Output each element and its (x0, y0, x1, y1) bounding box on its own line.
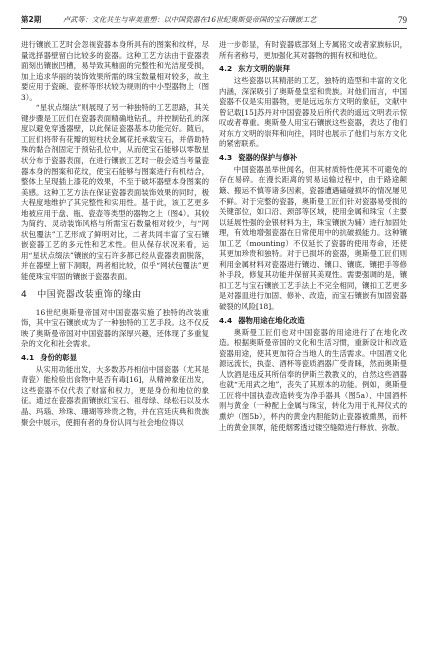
subsection-heading (21, 352, 209, 364)
issue-number: 第2期 (21, 15, 42, 24)
subsection-heading (219, 315, 407, 327)
section-number: 4 (21, 289, 28, 300)
subsection-title: 身份的彰显 (40, 352, 78, 362)
subsection-number: 4.4 (219, 315, 233, 325)
paragraph: “星状点缀法”则展现了另一种独特的工艺思路，其关键步骤是工匠们在瓷器表面精确地钻孔，并控制钻孔的深度以避免穿透器壁，以此保证瓷器基本功能完好。随后，工匠们将带有花瓣的短柱状金属花托承载宝石，并借助特殊的黏合剂固定于预钻孔位中，从而使宝石能够以零散星状分布于瓷器表面，在进行镶嵌工艺时一般会适当考量瓷器本身的图案和花纹，使宝石能够与图案进行有机结合，整体上呈现插上漆花的效果，不至于破坏器壁本身图案的美感。这种工艺方法在保证瓷器表面装饰效果的同时，极大程度地维护了其完整性和实用性。基于此，该工艺更多地被应用于盘、瓶、瓷壶等类型的器物之上（图4）。其较为简约、灵动装饰风格与所需宝石数量相对较少，与“网状包覆法”工艺形成了鲜明对比，二者共同丰富了宝石镶嵌瓷器工艺的多元性和艺术性。但从保存状况来看，运用“星状点缀法”镶嵌的宝石许多都已经从瓷器表面脱落，并在器壁上留下洞眼，两者相比较，似乎“网状包覆法”更能使珠宝牢固的镶嵌于瓷器表面。 (21, 103, 209, 282)
paragraph: 这些瓷器以其精湛的工艺，独特的造型和丰富的文化内涵，深深吸引了奥斯曼皇室和贵族。对他们而言，中国瓷器不仅是实用器物，更是远远东方文明的象征，文献中曾记载[15]苏丹对中国瓷器及后所代表的遥远文明表示惊叹或者尊重。奥斯曼人用宝石镶嵌这些瓷器，表达了他们对东方文明的崇拜和向往，同时也展示了他们与东方文化的紧密联系。 (219, 76, 407, 149)
subsection-title: 器物用途在地化改造 (238, 315, 305, 325)
right-column (219, 40, 407, 433)
subsection-title: 东方文明的崇拜 (238, 64, 290, 74)
page-number: 79 (398, 15, 407, 25)
subsection-number: 4.1 (21, 352, 35, 362)
subsection-number: 4.3 (219, 152, 233, 162)
running-title: 卢武等：文化共生与审美重塑：以中国瓷器在16世纪奥斯曼帝国的宝石镶嵌工艺 (63, 15, 317, 24)
paragraph: 进一步彰显，有时瓷器底部刻上专属铭文或者家族标识，所有者称号，更加强化其对器物的拥有权和地位。 (219, 40, 407, 60)
section-heading (21, 289, 209, 302)
subsection-heading (219, 63, 407, 75)
running-header (21, 12, 407, 29)
paragraph: 从实用功能出发，大多数苏丹相信中国瓷器（尤其是青瓷）能检验出食物中是否有毒[16]，从精神象征出发，这些瓷器不仅代表了财富和权力，更是身份和地位的象征。通过在瓷器表面镶嵌红宝石、祖母绿、绿松石以及水晶、玛瑙、珍珠、珊瑚等珍贵之物，并在宫廷庆典和贵族聚会中展示，使拥有者的身份认同与社会地位得以 (21, 364, 209, 427)
left-column (21, 40, 209, 428)
paragraph: 16世纪奥斯曼帝国对中国瓷器实施了独特的改装重饰，其中宝石镶嵌成为了一种独特的工艺手段。这不仅反映了奥斯曼帝国对中国瓷器的深厚兴趣，还体现了多重复杂的文化和社会需求。 (21, 307, 209, 349)
paragraph: 奥斯曼工匠们也对中国瓷器的用途进行了在地化改造。根据奥斯曼帝国的文化和生活习惯，重新设计和改造瓷器用途，使其更加符合当地人的生活需求。中国酒文化源远流长，执壶、酒杯等瓷质酒器广受青睐，然而奥斯曼人饮酒是违反其所信奉的伊斯兰教教义的，自然这些酒器也就“无用武之地”，丧失了其原本的功能。例如，奥斯曼工匠将中国执壶改造转变为净手器具（图5a）、中国酒杯则与黄金（一种配上金属与珠宝，转化为用于礼拜仪式的熏炉（图5b），杯内的黄金内胆能防止瓷器被熏黑，而杯上的黄金顶罩，能使烟雾透过镂空缝隙进行释放、弥散。 (219, 327, 407, 432)
section-title: 中国瓷器改装重饰的缘由 (37, 289, 142, 300)
paragraph: 进行镶嵌工艺时会忽视瓷器本身所具有的图案和纹样，尽量选择器壁留白比较多的瓷器。这种工艺方法由于瓷器表面刻出镶嵌凹槽，易导致其釉面的完整性和光洁度受损，加上追求华丽的装饰效果所需的珠宝数量相对较多，故主要应用于瓷碗、瓷杯等形状较为规则的中小型器物上（图3）。 (21, 40, 209, 102)
subsection-title: 瓷器的保护与修补 (238, 152, 298, 162)
paragraph: 中国瓷器虽举世闻名，但其材质特性使其不可避免的存在易碎。在漫长距离的贸易运输过程中，由于路途颠簸、搬运不慎等诸多因素，瓷器遭遇磕碰损坏的情况屡见不鲜。对于完整的瓷器，奥斯曼工匠们针对瓷器易受损的关键部位，如口沿、颈部等区域，使用金属和珠宝（主要以延展性强的金银材料为主，珠宝镶嵌为辅）进行加固处理，有效地增强瓷器在日常使用中的抗破损能力。这种镶加工艺（mounting）不仅延长了瓷器的使用寿命，还使其更加珍贵和独特。对于已损坏的瓷器，奥斯曼工匠们则利用金属材料对瓷器进行镶边、镶口、镶底、镶把手等修补手段，修复其功能并保留其美观性。需要强调的是，镶扣工艺与宝石镶嵌工艺手法上不完全相同，镶扣工艺更多是对器皿进行加固、修补、改造，而宝石镶嵌有加固瓷器破裂的风险[18]。 (219, 164, 407, 312)
subsection-number: 4.2 (219, 64, 233, 74)
subsection-heading (219, 152, 407, 164)
